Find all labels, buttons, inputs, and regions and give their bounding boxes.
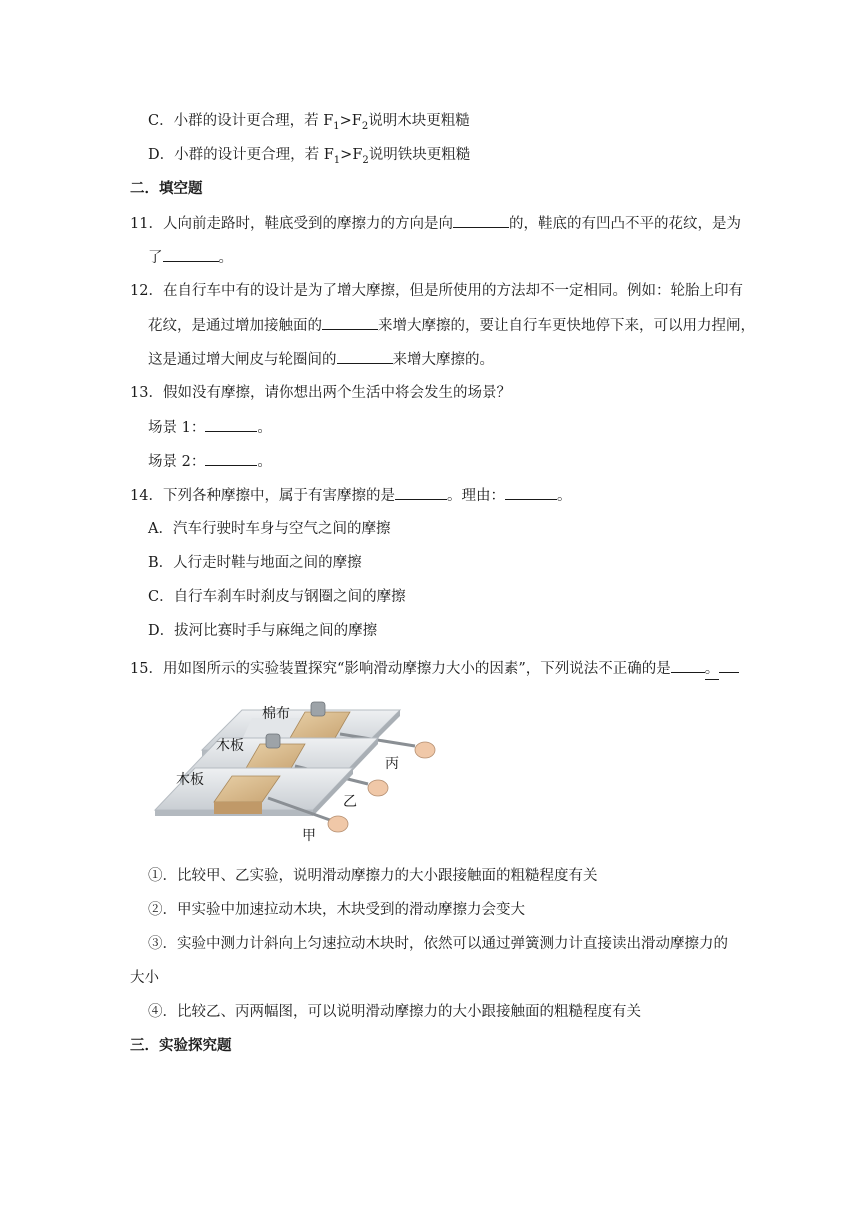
q14-text-b: 。理由：	[446, 488, 505, 504]
period: 。	[257, 420, 272, 436]
hand-icon	[415, 742, 435, 758]
scenario-1	[148, 417, 272, 438]
q12-text-b: 花纹，是通过增加接触面的	[148, 318, 322, 334]
subscript: 1	[333, 154, 341, 166]
answer-blank[interactable]	[671, 658, 705, 673]
label-cotton: 棉布	[262, 706, 290, 722]
answer-blank-tail	[719, 658, 739, 673]
question-15	[130, 658, 739, 680]
option-d-tail: 说明铁块更粗糙	[368, 147, 471, 163]
q14-option-d: D．拔河比赛时手与麻绳之间的摩擦	[148, 623, 378, 639]
option-d	[148, 145, 470, 171]
question-14	[130, 485, 571, 506]
gt-sign: >F	[339, 113, 362, 129]
question-12-line2	[148, 315, 755, 336]
question-12: 12．在自行车中有的设计是为了增大摩擦，但是所使用的方法却不一定相同。例如：轮胎上印有	[130, 283, 743, 299]
q15-option-3-cont: 大小	[130, 970, 159, 986]
hand-icon	[328, 816, 348, 832]
label-board-bottom: 木板	[176, 772, 204, 788]
scenario-2-label: 场景 2：	[148, 454, 206, 470]
answer-blank[interactable]	[395, 485, 447, 500]
hand-icon	[368, 780, 388, 796]
q11-text-d: 。	[218, 250, 233, 266]
option-c-tail: 说明木块更粗糙	[368, 113, 470, 129]
q14-option-b: B．人行走时鞋与地面之间的摩擦	[148, 555, 362, 571]
option-c	[148, 111, 470, 137]
q15-option-4: ④．比较乙、丙两幅图，可以说明滑动摩擦力的大小跟接触面的粗糙程度有关	[148, 1004, 641, 1020]
label-board-top: 木板	[216, 738, 244, 754]
answer-blank[interactable]	[163, 247, 219, 262]
scenario-2	[148, 451, 272, 472]
label-jia: 甲	[302, 828, 316, 844]
question-11	[130, 213, 741, 234]
subscript: 2	[362, 154, 369, 166]
question-12-line3	[148, 349, 494, 370]
section-heading-experiment: 三．实验探究题	[130, 1037, 232, 1054]
q15-option-1: ①．比较甲、乙实验，说明滑动摩擦力的大小跟接触面的粗糙程度有关	[148, 868, 598, 884]
section-heading-fill: 二．填空题	[130, 180, 203, 197]
question-11-cont	[148, 247, 233, 268]
experiment-figure	[150, 688, 450, 848]
scenario-1-label: 场景 1：	[148, 420, 206, 436]
q11-text-b: 的，鞋底的有凹凸不平的花纹，是为	[508, 216, 741, 232]
label-yi: 乙	[343, 794, 357, 810]
subscript: 2	[361, 120, 369, 132]
label-bing: 丙	[385, 756, 399, 772]
answer-blank[interactable]	[322, 315, 378, 330]
answer-blank[interactable]	[205, 417, 257, 432]
q12-text-c: 来增大摩擦的，要让自行车更快地停下来，可以用力捏闸，	[378, 318, 755, 334]
q15-option-3: ③．实验中测力计斜向上匀速拉动木块时，依然可以通过弹簧测力计直接读出滑动摩擦力的	[148, 936, 728, 952]
q14-text-c: 。	[556, 488, 572, 504]
q12-text-e: 来增大摩擦的。	[392, 352, 494, 368]
q14-option-c: C．自行车刹车时刹皮与钢圈之间的摩擦	[148, 589, 406, 605]
option-d-text: D．小群的设计更合理，若 F	[148, 147, 334, 163]
answer-blank[interactable]	[505, 485, 557, 500]
q14-text-a: 14．下列各种摩擦中，属于有害摩擦的是	[130, 488, 395, 504]
q14-option-a: A．汽车行驶时车身与空气之间的摩擦	[148, 521, 391, 537]
answer-blank[interactable]	[337, 349, 393, 364]
answer-blank[interactable]	[205, 451, 257, 466]
gt-sign: >F	[340, 147, 363, 163]
subscript: 1	[333, 120, 340, 132]
q12-text-d: 这是通过增大闸皮与轮圈间的	[148, 352, 337, 368]
question-13: 13．假如没有摩擦，请你想出两个生活中将会发生的场景？	[130, 385, 511, 401]
period: 。	[705, 659, 720, 680]
answer-blank[interactable]	[453, 213, 509, 228]
option-c-text: C．小群的设计更合理，若 F	[148, 113, 334, 129]
q11-text-a: 11．人向前走路时，鞋底受到的摩擦力的方向是向	[130, 216, 453, 232]
q15-text: 15．用如图所示的实验装置探究“影响滑动摩擦力大小的因素”，下列说法不正确的是	[130, 661, 671, 677]
period: 。	[257, 454, 272, 470]
q11-text-c: 了	[148, 250, 163, 266]
q15-option-2: ②．甲实验中加速拉动木块，木块受到的滑动摩擦力会变大	[148, 902, 525, 918]
